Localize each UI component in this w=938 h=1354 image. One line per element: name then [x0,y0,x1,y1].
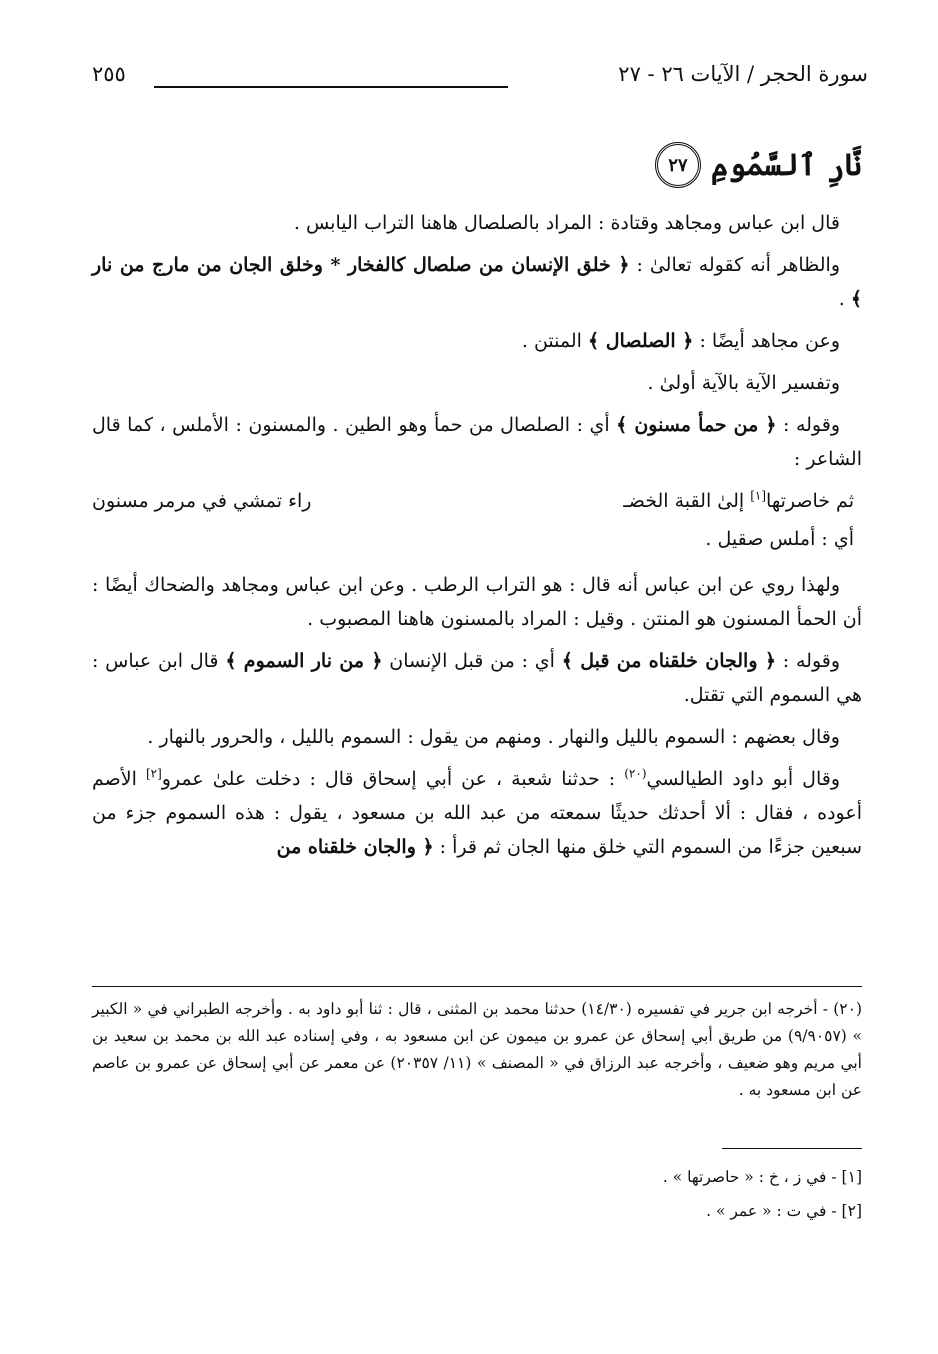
text-span: أي : الصلصال من حمأ وهو الطين . والمسنون : الأملس ، كما قال الشاعر : [92,414,862,470]
verse-heading [655,142,862,188]
running-title: سورة الحجر / الآيات ٢٦ - ٢٧ [618,62,868,86]
footnote-divider [92,986,862,987]
text-span: المنتن . [521,330,588,352]
verse-number-medallion [655,142,701,188]
poetry-verse [92,484,862,518]
verse-second-hemistich: راء تمشي في مرمر مسنون [92,490,312,512]
paragraph-8: وقال بعضهم : السموم بالليل والنهار . ومنهم من يقول : السموم بالليل ، والحرور بالنهار . [147,726,840,748]
quran-quote: ﴿ من نار السموم ﴾ [225,650,383,672]
apparatus-note-1: [١] - في ز ، خ : « حاصرتها » . [662,1168,862,1186]
text-span: : حدثنا شعبة ، عن أبي إسحاق قال : دخلت علىٰ عمرو [161,768,625,790]
paragraph-4: وتفسير الآية بالآية أولىٰ . [647,372,840,394]
footnotes [92,996,862,1104]
text-span: أي : من قبل الإنسان [382,650,562,672]
verse-number: ٢٧ [668,154,688,176]
text-span: الأصم أعوده ، فقال : ألا أحدثك حديثًا سمعته من عبد الله بن مسعود ، يقول : هذه السموم جزء من سبعين جزءًا من السموم التي خلق منها الجان ثم قرأ : [92,768,862,858]
paragraph-9 [92,762,862,864]
critical-apparatus [92,1160,862,1228]
paragraph-2 [92,248,862,316]
paragraph-3 [92,324,862,358]
text-span: والظاهر أنه كقوله تعالىٰ : [629,254,840,276]
paragraph-1: قال ابن عباس ومجاهد وقتادة : المراد بالصلصال هاهنا التراب اليابس . [293,212,840,234]
apparatus-note-2: [٢] - في ت : « عمر » . [706,1202,862,1220]
text-span: ثم خاصرتها [766,490,854,512]
verse-heading-text: نَّارِ ٱلسَّمُومِ [710,147,862,183]
page-header [92,62,868,102]
quran-quote: ﴿ الصلصال ﴾ [588,330,694,352]
footnote-marker-20: (٢٠) [624,766,647,781]
apparatus-divider [722,1148,862,1149]
text-span: وعن مجاهد أيضًا : [693,330,840,352]
paragraph-6: ولهذا روي عن ابن عباس أنه قال : هو التراب الرطب . وعن ابن عباس ومجاهد والضحاك أيضًا : أن الحمأ المسنون هو المنتن . وقيل : المراد بالمسنون هاهنا المصبوب . [92,574,862,630]
quran-quote: ﴿ من حمأ مسنون ﴾ [616,414,777,436]
text-span: وقال أبو داود الطيالسي [646,768,840,790]
quran-quote: ﴿ والجان خلقناه من قبل ﴾ [561,650,776,672]
quran-quote: ﴿ والجان خلقناه من [276,836,434,858]
paragraph-5 [92,408,862,476]
paragraph-7 [92,644,862,712]
apparatus-marker-2: [٢] [145,766,162,781]
footnote-20: (٢٠) - أخرجه ابن جرير في تفسيره (١٤/٣٠) حدثنا محمد بن المثنى ، قال : ثنا أبو داود به . وأخرجه الطبراني في « الكبير » (٩/٩٠٥٧) من طريق أبي إسحاق عن عمرو بن ميمون عن ابن مسعود به ، وفي إسناده عبد الله بن محمد بن سعيد بن أبي مريم وهو ضعيف ، وأخرجه عبد الرزاق في « المصنف » (١١/ ٢٠٣٥٧) عن معمر عن أبي إسحاق عن عمرو بن عاصم عن ابن مسعود به . [92,1000,863,1099]
verse-first-hemistich [623,484,854,518]
text-span: وقوله : [776,650,841,672]
text-span: إلىٰ القبة الخضـ [623,490,751,512]
page-number: ٢٥٥ [92,62,126,86]
verse-gloss: أي : أملس صقيل . [705,528,854,550]
text-span: قال ابن عباس : هي السموم التي تقتل. [92,650,862,706]
main-text [92,206,862,872]
text-span: . [838,288,851,310]
text-span: وقوله : [776,414,840,436]
quran-quote: ﴿ خلق الإنسان من صلصال كالفخار * وخلق الجان من مارج من نار ﴾ [92,254,862,310]
apparatus-marker-1: [١] [750,488,767,503]
header-rule [154,86,508,88]
